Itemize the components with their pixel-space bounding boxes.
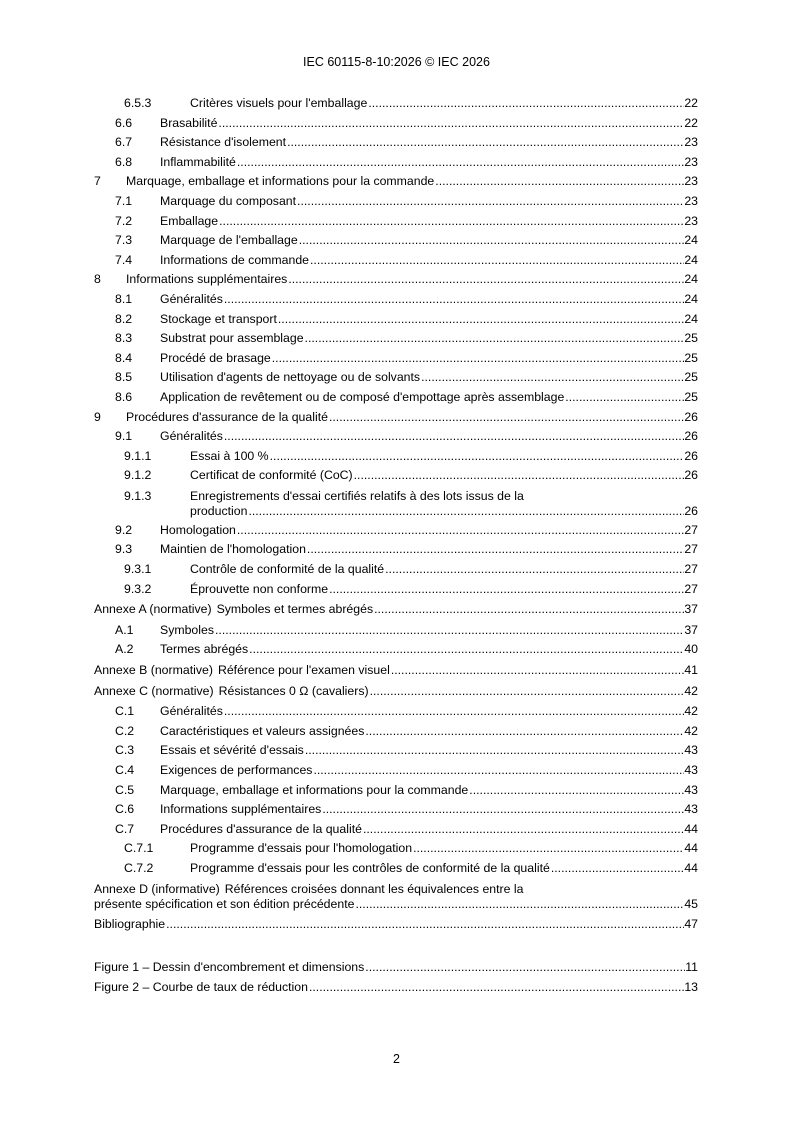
toc-leader-dots <box>565 388 684 408</box>
toc-leader-dots <box>237 521 684 541</box>
toc-entry <box>94 621 698 641</box>
toc-entry-number: 9.3.1 <box>124 562 152 577</box>
toc-entry <box>94 540 698 560</box>
toc-leader-dots <box>363 820 684 840</box>
toc-entry-number: A.2 <box>115 642 134 657</box>
toc-entry-title: Résistances 0 Ω (cavaliers) <box>218 683 369 698</box>
toc-leader-dots <box>391 661 685 681</box>
toc-entry <box>94 212 698 232</box>
toc-entry-number: 7.2 <box>115 213 133 228</box>
toc-entry <box>94 270 698 290</box>
toc-entry-title: Marquage du composant <box>160 193 297 208</box>
toc-leader-dots <box>370 682 685 702</box>
toc-leader-dots <box>278 310 684 330</box>
toc-leader-dots <box>305 329 685 349</box>
toc-entry <box>94 580 698 600</box>
toc-entry-page: 22 <box>684 115 698 130</box>
toc-entry <box>94 839 698 859</box>
toc-leader-dots <box>270 447 685 467</box>
toc-entry-page: 23 <box>684 213 698 228</box>
toc-entry-page: 42 <box>684 683 698 698</box>
toc-entry-title: Exigences de performances <box>160 763 313 777</box>
toc-entry-page: 41 <box>684 663 698 678</box>
figure-entry-page: 13 <box>684 979 698 994</box>
toc-entry <box>94 368 698 388</box>
toc-entry-title: Essais et sévérité d'essais <box>160 743 304 758</box>
toc-entry-page: 24 <box>684 272 698 287</box>
toc-entry <box>94 702 698 722</box>
toc-entry <box>94 290 698 310</box>
toc-entry-title: Informations supplémentaires <box>126 272 288 287</box>
toc-entry-title: Certificat de conformité (CoC) <box>190 468 353 483</box>
toc-entry-title: Procédures d'assurance de la qualité <box>160 821 362 836</box>
toc-entry-title: Références croisées donnant les équivalences entre la <box>224 881 524 896</box>
toc-entry <box>94 640 698 660</box>
toc-entry-number: C.4 <box>115 763 135 777</box>
page-header: IEC 60115-8-10:2026 © IEC 2026 <box>303 55 490 69</box>
toc-leader-dots <box>469 781 684 801</box>
toc-entry <box>94 661 698 681</box>
toc-entry-page: 26 <box>684 409 698 424</box>
toc-entry-number: 8.2 <box>115 311 133 326</box>
toc-leader-dots <box>218 114 684 134</box>
toc-entry <box>94 781 698 801</box>
toc-entry-number: 9.3.2 <box>124 581 152 596</box>
toc-entry-number: 7.3 <box>115 233 133 248</box>
toc-entry-number: C.7.2 <box>124 860 154 875</box>
toc-entry-number: 9.1.3 <box>124 488 152 503</box>
figure-list-entry <box>94 958 698 978</box>
toc-entry-title-continued: production <box>190 503 248 518</box>
toc-leader-dots <box>329 408 684 428</box>
toc-leader-dots <box>166 915 684 935</box>
toc-entry <box>94 600 698 620</box>
toc-entry-number: C.2 <box>115 723 135 738</box>
toc-entry-number: Annexe A (normative) <box>94 602 212 617</box>
toc-entry-title: Caractéristiques et valeurs assignées <box>160 723 365 738</box>
toc-entry-page: 43 <box>684 802 698 817</box>
toc-entry-page: 26 <box>684 429 698 444</box>
toc-leader-dots <box>313 761 684 781</box>
toc-entry-number: 8.4 <box>115 350 133 365</box>
toc-entry <box>94 859 698 879</box>
toc-entry-page: 40 <box>684 642 698 657</box>
toc-leader-dots <box>307 540 684 560</box>
toc-entry-title: Marquage, emballage et informations pour la commande <box>126 174 435 189</box>
toc-entry-number: C.5 <box>115 782 135 797</box>
toc-leader-dots <box>310 251 684 271</box>
toc-entry-title: Inflammabilité <box>160 154 236 169</box>
toc-entry-number: A.1 <box>115 622 134 637</box>
toc-entry-title: Marquage, emballage et informations pour la commande <box>160 782 469 797</box>
toc-entry-page: 26 <box>684 448 698 463</box>
toc-entry-number: 8.5 <box>115 370 133 385</box>
toc-entry <box>94 521 698 541</box>
toc-entry-page: 44 <box>684 821 698 836</box>
toc-entry-number: 8.6 <box>115 389 133 404</box>
toc-entry <box>94 310 698 330</box>
toc-leader-dots <box>305 741 684 761</box>
toc-entry-title: Brasabilité <box>160 115 218 130</box>
toc-entry-page: 26 <box>684 468 698 483</box>
toc-leader-dots <box>368 94 684 114</box>
toc-entry-page: 27 <box>684 581 698 596</box>
toc-leader-dots <box>215 621 684 641</box>
toc-entry-number: C.1 <box>115 704 135 719</box>
toc-leader-dots <box>219 212 684 232</box>
toc-entry <box>94 800 698 820</box>
toc-entry-page: 23 <box>684 154 698 169</box>
toc-leader-dots <box>224 427 684 447</box>
toc-entry-title: Homologation <box>160 522 236 537</box>
toc-entry-title: Maintien de l'homologation <box>160 542 306 557</box>
toc-entry-title: Généralités <box>160 429 223 444</box>
toc-entry-page: 47 <box>684 916 698 931</box>
toc-entry <box>94 489 698 519</box>
toc-entry-page: 42 <box>684 723 698 738</box>
toc-entry-number: 7.1 <box>115 193 133 208</box>
toc-leader-dots <box>365 722 684 742</box>
toc-entry-title: Symboles <box>160 622 214 637</box>
toc-entry-title: Essai à 100 % <box>190 448 269 463</box>
toc-entry <box>94 741 698 761</box>
toc-entry <box>94 682 698 702</box>
toc-entry-title: Généralités <box>160 291 223 306</box>
toc-entry-title: Termes abrégés <box>160 642 249 657</box>
toc-entry-title: Symboles et termes abrégés <box>216 602 374 617</box>
toc-entry <box>94 329 698 349</box>
figure-list-entry <box>94 978 698 998</box>
toc-leader-dots <box>299 231 685 251</box>
toc-entry-page: 26 <box>684 503 698 518</box>
toc-entry <box>94 192 698 212</box>
figure-entry-page: 11 <box>685 960 698 975</box>
toc-entry-page: 24 <box>684 252 698 267</box>
toc-entry-title: Éprouvette non conforme <box>190 581 329 596</box>
toc-entry-line <box>94 897 698 912</box>
toc-entry <box>94 388 698 408</box>
toc-entry-page: 25 <box>684 370 698 385</box>
toc-entry <box>94 722 698 742</box>
toc-entry <box>94 231 698 251</box>
toc-entry-page: 24 <box>684 291 698 306</box>
toc-entry-page: 45 <box>684 896 698 911</box>
figure-entry-title: Figure 1 – Dessin d'encombrement et dimensions <box>94 960 365 975</box>
toc-entry-line <box>94 882 698 897</box>
toc-entry-number: 8.1 <box>115 291 133 306</box>
toc-entry-page: 23 <box>684 193 698 208</box>
toc-entry-page: 27 <box>684 522 698 537</box>
toc-entry-number: C.3 <box>115 743 135 758</box>
toc-entry-title: Généralités <box>160 704 223 719</box>
toc-entry-number: 8.3 <box>115 331 133 346</box>
toc-entry <box>94 251 698 271</box>
table-of-contents <box>94 94 698 997</box>
toc-entry <box>94 408 698 428</box>
toc-entry-title: Stockage et transport <box>160 311 277 326</box>
toc-entry-title: Résistance d'isolement <box>160 135 287 150</box>
toc-entry-page: 25 <box>684 331 698 346</box>
toc-entry-title: Utilisation d'agents de nettoyage ou de solvants <box>160 370 421 385</box>
toc-entry-title: Critères visuels pour l'emballage <box>190 96 368 110</box>
toc-entry-title: Informations de commande <box>160 252 310 267</box>
toc-entry-title: Substrat pour assemblage <box>160 331 304 346</box>
toc-leader-dots <box>374 600 684 620</box>
toc-entry <box>94 915 698 935</box>
toc-entry-number: 7 <box>94 174 101 189</box>
toc-entry-title: Bibliographie <box>94 916 166 931</box>
toc-leader-dots <box>297 192 684 212</box>
toc-entry-title: Contrôle de conformité de la qualité <box>190 562 385 577</box>
toc-leader-dots <box>287 133 684 153</box>
toc-entry-line <box>94 489 698 504</box>
toc-entry-page: 24 <box>684 233 698 248</box>
toc-entry-number: 6.6 <box>115 115 133 130</box>
toc-leader-dots <box>385 560 684 580</box>
toc-entry-title: Emballage <box>160 213 219 228</box>
toc-leader-dots <box>249 640 684 660</box>
toc-leader-dots <box>248 504 684 519</box>
toc-entry-page: 43 <box>684 743 698 758</box>
toc-entry <box>94 447 698 467</box>
toc-entry-page: 43 <box>684 763 698 777</box>
toc-entry <box>94 114 698 134</box>
toc-leader-dots <box>309 978 684 998</box>
toc-entry-line <box>94 504 698 519</box>
toc-leader-dots <box>288 270 684 290</box>
figure-entry-title: Figure 2 – Courbe de taux de réduction <box>94 979 308 994</box>
toc-entry <box>94 172 698 192</box>
toc-leader-dots <box>224 290 684 310</box>
toc-entry-number: 7.4 <box>115 252 133 267</box>
toc-entry-number: 6.5.3 <box>124 96 152 110</box>
toc-entry <box>94 153 698 173</box>
toc-entry-title: Procédé de brasage <box>160 350 271 365</box>
toc-entry-number: C.7.1 <box>124 841 154 856</box>
toc-entry <box>94 820 698 840</box>
toc-entry-page: 22 <box>684 96 698 110</box>
toc-entry-page: 25 <box>684 389 698 404</box>
toc-entry-page: 25 <box>684 350 698 365</box>
toc-leader-dots <box>421 368 684 388</box>
toc-entry-title: Procédures d'assurance de la qualité <box>126 409 328 424</box>
toc-entry <box>94 427 698 447</box>
toc-entry-number: 9.1 <box>115 429 133 444</box>
toc-entry-number: 6.8 <box>115 154 133 169</box>
toc-leader-dots <box>551 859 684 879</box>
toc-entry-title: Marquage de l'emballage <box>160 233 298 248</box>
toc-entry <box>94 133 698 153</box>
toc-leader-dots <box>365 958 685 978</box>
toc-entry-number: Annexe C (normative) <box>94 683 214 698</box>
toc-leader-dots <box>435 172 684 192</box>
toc-leader-dots <box>272 349 685 369</box>
toc-entry-title: Programme d'essais pour les contrôles de conformité de la qualité <box>190 860 550 875</box>
toc-entry-number: 9.2 <box>115 522 133 537</box>
toc-entry-title: Référence pour l'examen visuel <box>217 663 390 678</box>
toc-leader-dots <box>355 897 684 912</box>
toc-entry-title-continued: présente spécification et son édition précédente <box>94 896 355 911</box>
toc-entry-page: 27 <box>684 542 698 557</box>
toc-entry-page: 37 <box>684 602 698 617</box>
toc-entry-page: 24 <box>684 311 698 326</box>
spacer <box>94 934 698 958</box>
toc-entry-number: Annexe B (normative) <box>94 663 213 678</box>
toc-leader-dots <box>413 839 684 859</box>
page-number: 2 <box>393 1052 400 1066</box>
toc-entry-number: 9.3 <box>115 542 133 557</box>
toc-entry-number: 9 <box>94 409 101 424</box>
toc-entry-page: 44 <box>684 860 698 875</box>
toc-entry-page: 23 <box>684 135 698 150</box>
toc-entry <box>94 761 698 781</box>
toc-leader-dots <box>224 702 684 722</box>
toc-entry-title: Programme d'essais pour l'homologation <box>190 841 413 856</box>
toc-entry-page: 44 <box>684 841 698 856</box>
toc-entry-number: 9.1.1 <box>124 448 152 463</box>
toc-entry-title: Application de revêtement ou de composé d'empottage après assemblage <box>160 389 565 404</box>
toc-entry-number: 6.7 <box>115 135 133 150</box>
toc-entry-title: Informations supplémentaires <box>160 802 322 817</box>
toc-entry-page: 42 <box>684 704 698 719</box>
toc-leader-dots <box>329 580 684 600</box>
toc-entry-number: C.7 <box>115 821 135 836</box>
toc-entry <box>94 882 698 912</box>
toc-entry-page: 43 <box>684 782 698 797</box>
toc-entry-number: 8 <box>94 272 101 287</box>
toc-leader-dots <box>354 466 685 486</box>
toc-leader-dots <box>237 153 684 173</box>
toc-entry-page: 27 <box>684 562 698 577</box>
toc-entry <box>94 94 698 114</box>
toc-entry-page: 23 <box>684 174 698 189</box>
toc-entry <box>94 466 698 486</box>
toc-entry-number: C.6 <box>115 802 135 817</box>
toc-entry-page: 37 <box>684 622 698 637</box>
toc-entry-title: Enregistrements d'essai certifiés relatifs à des lots issus de la <box>190 488 524 503</box>
toc-entry-number: Annexe D (informative) <box>94 881 220 896</box>
toc-entry <box>94 349 698 369</box>
toc-leader-dots <box>322 800 684 820</box>
toc-entry <box>94 560 698 580</box>
toc-entry-number: 9.1.2 <box>124 468 152 483</box>
